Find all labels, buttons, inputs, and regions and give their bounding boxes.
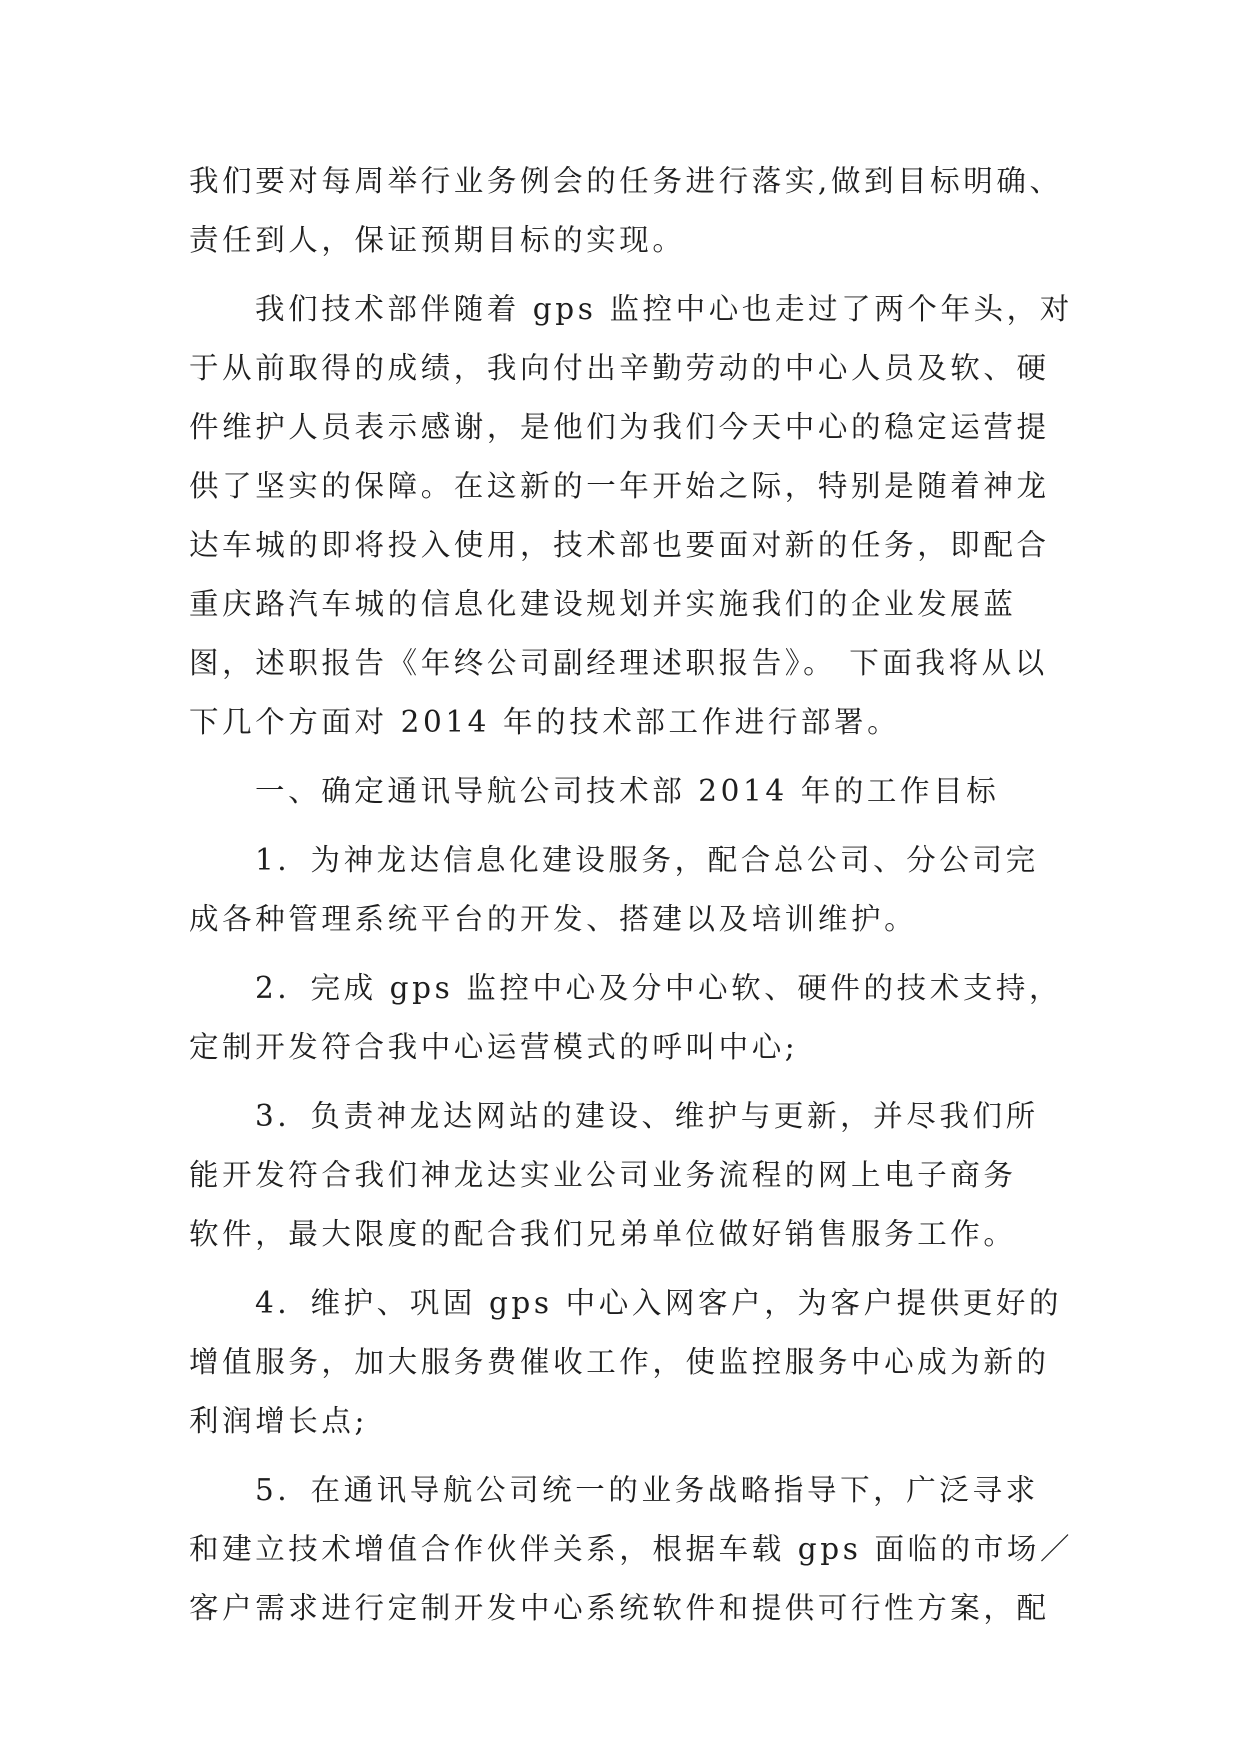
paragraph bbox=[189, 959, 1063, 1077]
text-line: 我们要对每周举行业务例会的任务进行落实,做到目标明确、 bbox=[189, 164, 1063, 198]
text-line: 重庆路汽车城的信息化建设规划并实施我们的企业发展蓝 bbox=[189, 587, 1017, 621]
text-line: 成各种管理系统平台的开发、搭建以及培训维护。 bbox=[189, 902, 918, 936]
text-line: 4．维护、巩固 gps 中心入网客户，为客户提供更好的 bbox=[255, 1286, 1063, 1320]
paragraph bbox=[189, 1087, 1059, 1264]
paragraph-gap bbox=[189, 949, 1059, 959]
paragraph bbox=[189, 152, 1063, 270]
paragraph bbox=[189, 831, 1059, 949]
paragraph-gap bbox=[189, 1264, 1059, 1274]
text-line: 5．在通讯导航公司统一的业务战略指导下，广泛寻求 bbox=[255, 1473, 1039, 1507]
paragraph bbox=[189, 762, 1059, 821]
text-line: 责任到人，保证预期目标的实现。 bbox=[189, 223, 686, 257]
paragraph-gap bbox=[189, 1077, 1059, 1087]
paragraph bbox=[189, 280, 1073, 752]
text-line: 软件，最大限度的配合我们兄弟单位做好销售服务工作。 bbox=[189, 1217, 1017, 1251]
text-line: 于从前取得的成绩，我向付出辛勤劳动的中心人员及软、硬 bbox=[189, 351, 1050, 385]
text-line: 定制开发符合我中心运营模式的呼叫中心; bbox=[189, 1030, 799, 1064]
text-line: 能开发符合我们神龙达实业公司业务流程的网上电子商务 bbox=[189, 1158, 1017, 1192]
paragraph-gap bbox=[189, 270, 1059, 280]
text-line: 3．负责神龙达网站的建设、维护与更新，并尽我们所 bbox=[255, 1099, 1039, 1133]
text-line: 客户需求进行定制开发中心系统软件和提供可行性方案，配 bbox=[189, 1591, 1050, 1625]
text-line: 增值服务，加大服务费催收工作，使监控服务中心成为新的 bbox=[189, 1345, 1050, 1379]
text-line: 下几个方面对 2014 年的技术部工作进行部署。 bbox=[189, 705, 901, 739]
text-line: 供了坚实的保障。在这新的一年开始之际，特别是随着神龙 bbox=[189, 469, 1050, 503]
paragraph-gap bbox=[189, 752, 1059, 762]
text-line: 件维护人员表示感谢，是他们为我们今天中心的稳定运营提 bbox=[189, 410, 1050, 444]
paragraph-gap bbox=[189, 821, 1059, 831]
text-line: 我们技术部伴随着 gps 监控中心也走过了两个年头，对 bbox=[255, 292, 1073, 326]
paragraph bbox=[189, 1461, 1074, 1638]
text-line: 一、确定通讯导航公司技术部 2014 年的工作目标 bbox=[255, 774, 1000, 808]
text-line: 图，述职报告《年终公司副经理述职报告》。 下面我将从以 bbox=[189, 646, 1048, 680]
text-line: 利润增长点; bbox=[189, 1404, 369, 1438]
text-line: 1．为神龙达信息化建设服务，配合总公司、分公司完 bbox=[255, 843, 1039, 877]
text-line: 和建立技术增值合作伙伴关系，根据车载 gps 面临的市场／ bbox=[189, 1532, 1074, 1566]
paragraph-gap bbox=[189, 1451, 1059, 1461]
paragraph bbox=[189, 1274, 1063, 1451]
text-line: 2．完成 gps 监控中心及分中心软、硬件的技术支持， bbox=[255, 971, 1063, 1005]
document-body bbox=[189, 152, 1074, 1638]
text-line: 达车城的即将投入使用，技术部也要面对新的任务，即配合 bbox=[189, 528, 1050, 562]
